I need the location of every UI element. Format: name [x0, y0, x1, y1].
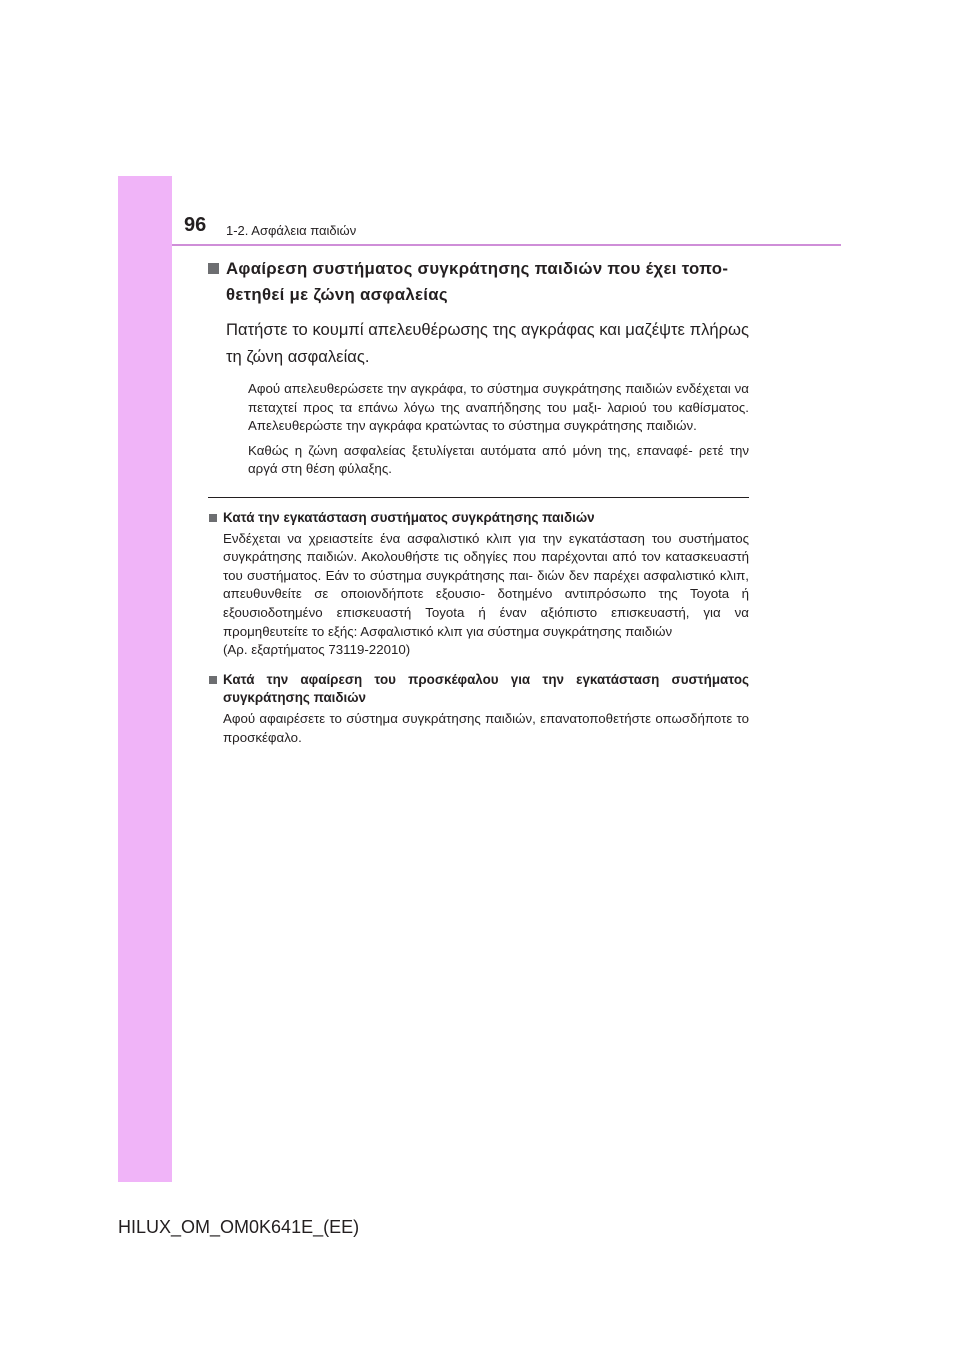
page-number: 96 [184, 214, 207, 236]
note-paragraph: Αφού απελευθερώσετε την αγκράφα, το σύστημα συγκράτησης παιδιών ενδέχεται να πεταχτεί προς τα επάνω λόγω της αναπήδησης του μαξι- λαριού του καθίσματος. Απελευθερώστε την αγκράφα κρατώντας το σύστημα συγκράτησης παιδιών. [248, 381, 749, 434]
info-title: Κατά την αφαίρεση του προσκέφαλου για την εγκατάσταση συστήματος συγκράτησης παιδιών [223, 671, 749, 706]
procedure-heading [208, 256, 749, 308]
side-color-band [118, 176, 172, 1182]
square-bullet-icon [208, 263, 219, 274]
main-content [208, 256, 749, 747]
info-body: Ενδέχεται να χρειαστείτε ένα ασφαλιστικό κλιπ για την εγκατάσταση του συστήματος συγκράτησης παιδιών. Ακολουθήστε τις οδηγίες που παρέχονται από τον κατασκευαστή του συστήματος. Εάν το σύστημα συγκράτησης παι- διών δεν παρέχει ασφαλιστικό κλιπ, απευθυνθείτε σε οποιονδήποτε εξουσιο- δοτημένο αντιπρόσωπο της Toyota ή εξουσιοδοτημένο επισκευαστή Toyota ή έναν αξιόπιστο επισκευαστή, για να προμηθευτείτε το εξής: Ασφαλιστικό κλιπ για σύστημα συγκράτησης παιδιών [223, 530, 749, 639]
square-bullet-icon [209, 676, 217, 684]
info-body: Αφού αφαιρέσετε το σύστημα συγκράτησης παιδιών, επανατοποθετήστε οπωσδήποτε το προσκέφαλο. [223, 710, 749, 745]
heading-line-1: Αφαίρεση συστήματος συγκράτησης παιδιών που έχει τοπο- [226, 259, 729, 278]
section-divider [208, 497, 749, 498]
section-title: 1-2. Ασφάλεια παιδιών [226, 223, 357, 238]
info-section [208, 509, 749, 660]
part-number: (Αρ. εξαρτήματος 73119-22010) [223, 642, 411, 658]
info-title: Κατά την εγκατάσταση συστήματος συγκράτησης παιδιών [223, 509, 595, 525]
square-bullet-icon [209, 514, 217, 522]
note-paragraph: Καθώς η ζώνη ασφαλείας ξετυλίγεται αυτόματα από μόνη της, επαναφέ- ρετέ την αργά στη θέση φύλαξης. [248, 442, 749, 477]
procedure-step: Πατήστε το κουμπί απελευθέρωσης της αγκράφας και μαζέψτε πλήρως τη ζώνη ασφαλείας. [226, 320, 749, 366]
document-footer-code: HILUX_OM_OM0K641E_(EE) [118, 1217, 360, 1237]
heading-line-2: θετηθεί με ζώνη ασφαλείας [226, 285, 448, 304]
header-rule [172, 244, 841, 246]
info-section [208, 671, 749, 747]
